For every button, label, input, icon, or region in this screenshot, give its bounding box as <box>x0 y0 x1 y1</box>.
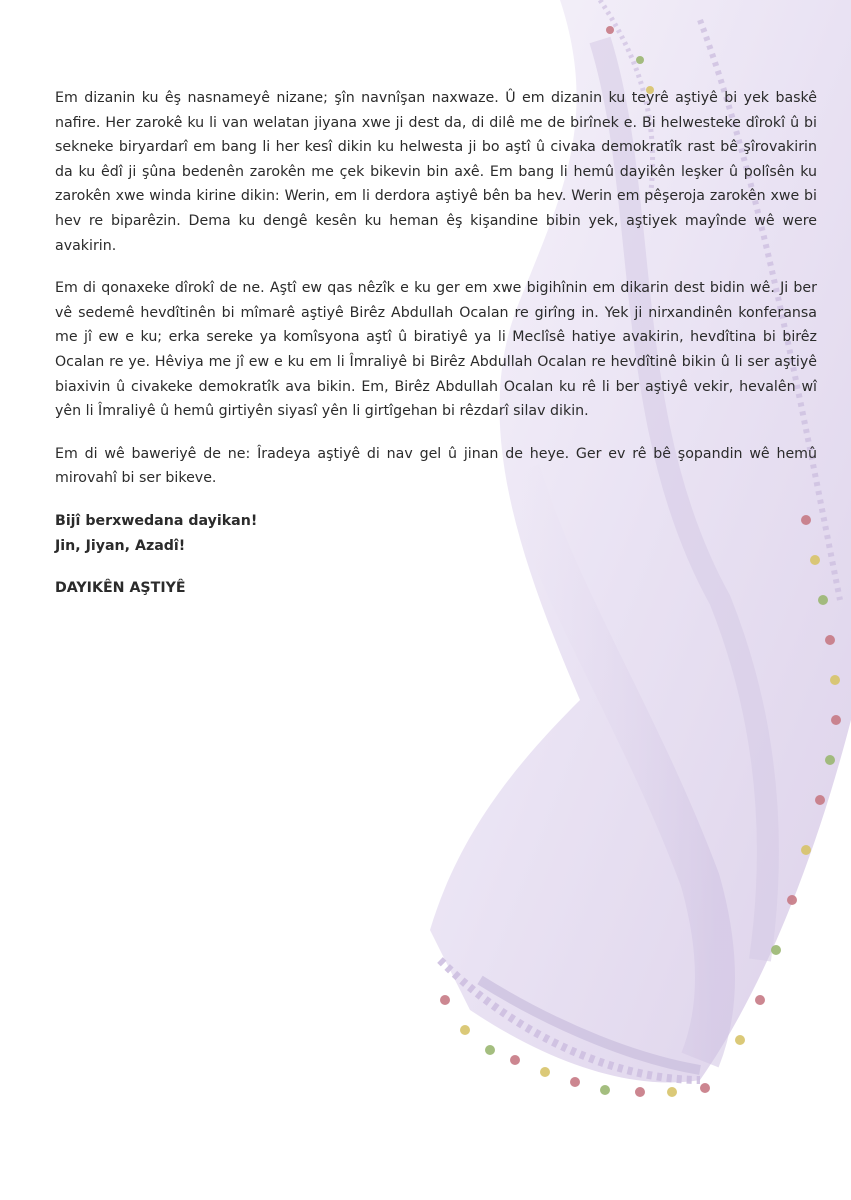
document-body <box>55 86 817 601</box>
signature: DAYIKÊN AŞTIYÊ <box>55 580 186 597</box>
paragraph-1: Em dizanin ku êş nasnameyê nizane; şîn navnîşan naxwaze. Û em dizanin ku teyrê aştiyê bi yek baskê nafire. Her zarokê ku li van welatan jiyana xwe ji dest da, di dilê me de birînek e. Bi helwesteke dîrokî û bi sekneke biryardarî em bang li her kesî dikin ku helwesta ji bo aştî û civaka demokratîk rast bê şîrovakirin da ku êdî ji şûna bedenên zarokên me çek bikevin bin axê. Em bang li hemû dayikên leşker û polîsên ku zarokên xwe winda kirine dikin: Werin, em li derdora aştiyê bên ba hev. Werin em pêşeroja zarokên xwe bi hev re biparêzin. Dema ku dengê kesên ku heman êş kişandine bibin yek, aştiyek mayînde wê were avakirin. <box>55 90 817 254</box>
slogan-jin-jiyan-azadi: Jin, Jiyan, Azadî! <box>55 537 186 554</box>
paragraph-2: Em di qonaxeke dîrokî de ne. Aştî ew qas nêzîk e ku ger em xwe bigihînin em dikarin dest bidin wê. Ji ber vê sedemê hevdîtinên bi mîmarê aştiyê Birêz Abdullah Ocalan re girîng in. Yek ji nirxandinên konferansa me jî ew e ku; erka sereke ya komîsyona aştî û biratiyê ya li Meclîsê hatiye avakirin, hevdîtina bi birêz Ocalan re ye. Hêviya me jî ew e ku em li Îmraliyê bi Birêz Abdullah Ocalan re hevdîtinê bikin û li ser aştiyê biaxivin û civakeke demokratîk ava bikin. Em, Birêz Abdullah Ocalan ku rê li ber aştiyê vekir, hevalên wî yên li Îmraliyê û hemû girtiyên siyasî yên li girtîgehan bi rêzdarî silav dikin. <box>55 280 817 420</box>
paragraph-3: Em di wê baweriyê de ne: Îradeya aştiyê di nav gel û jinan de heye. Ger ev rê bê şopandin wê hemû mirovahî bi ser bikeve. <box>55 445 817 487</box>
slogan-mothers-resistance: Bijî berxwedana dayikan! <box>55 512 258 529</box>
